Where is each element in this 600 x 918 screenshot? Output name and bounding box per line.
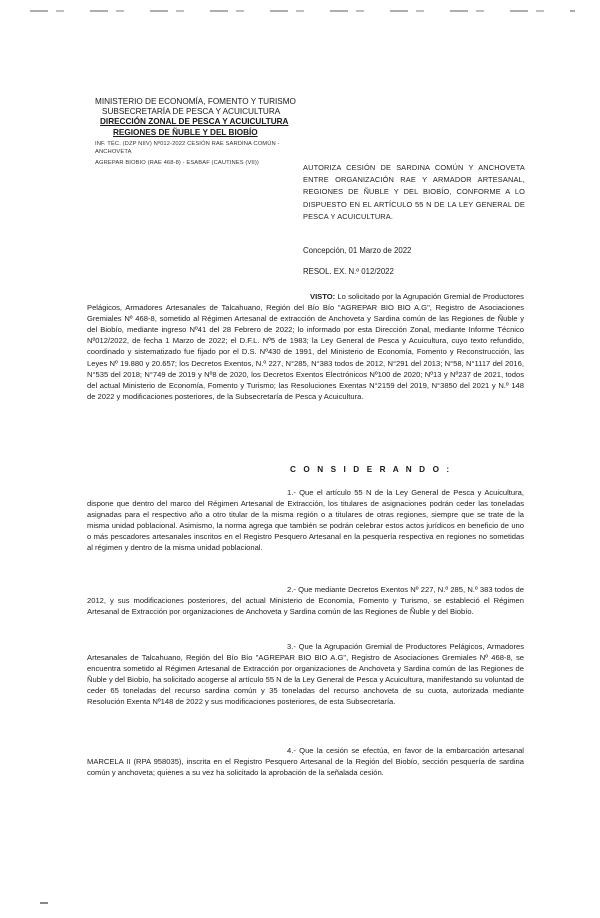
visto-text: Lo solicitado por la Agrupación Gremial de Productores Pelágicos, Armadores Artesanales de Talcahuano, Región del Bío Bío "AGREPAR BIO BIO A.G", Registro de Asociaciones Gremiales Nº 468-8, sometido al Régimen Artesanal de extracción de Anchoveta y Sardina común de las Regiones de Ñuble y del Biobío, mediante ingreso Nº41 del 28 Febrero de 2022; lo informado por esta Dirección Zonal, mediante Informe Técnico Nº012/2022, de fecha 1 Marzo de 2022; el D.F.L. Nº5 de 1983; la Ley General de Pesca y Acuicultura, cuyo texto refundido, coordinado y sistematizado fue fijado por el D.S. Nº430 de 1991, del Ministerio de Economía, Fomento y Reconstrucción, las Leyes Nº 19.880 y 20.657; los Decretos Exentos, N.º 227, N°285, N°383 todos de 2012, N°291 del 2013; N°58, N°1117 del 2016, N°535 del 2018; N°749 de 2019 y Nº8 de 2020, los Decretos Exentos Electrónicos Nº100 de 2020; Nº13 y Nº237 de 2021, todos del actual Ministerio de Economía, Fomento y Turismo; las Resoluciones Exentas N°2159 del 2019, N°3850 del 2021 y N.º 148 de 2022 y modificaciones posteriores, de la Subsecretaría de Pesca y Acuicultura. bbox=[87, 292, 524, 401]
directorate-name: DIRECCIÓN ZONAL DE PESCA Y ACUICULTURA bbox=[100, 117, 289, 127]
paragraph-1-text: 1.- Que el artículo 55 N de la Ley General de Pesca y Acuicultura, dispone que dentro del marco del Régimen Artesanal de Extracción, los titulares de asignaciones podrán ceder las toneladas asignadas para el respectivo año a otro titular de la misma región o a titulares de otras regiones, siempre que se trate de la misma unidad poblacional. Asimismo, la norma agrega que también se podrán celebrar estos actos jurídicos en beneficio de uno o más pescadores artesanales inscritos en el Registro Pesquero Artesanal en la pesquería respectiva en regiones no sometidas al régimen y dentro de la misma unidad poblacional. bbox=[87, 488, 524, 553]
paragraph-4-text: 4.- Que la cesión se efectúa, en favor de la embarcación artesanal MARCELA II (RPA 958035), inscrita en el Registro Pesquero Artesanal de la Región del Biobío, sección pesquería de sardina común y anchoveta; quienes a su vez ha solicitado la aprobación de la señalada cesión. bbox=[87, 746, 524, 778]
ministry-name: MINISTERIO DE ECONOMÍA, FOMENTO Y TURISMO bbox=[95, 97, 296, 106]
considerando-paragraph-3 bbox=[87, 641, 524, 708]
considerando-paragraph-2 bbox=[87, 584, 524, 617]
place-date: Concepción, 01 Marzo de 2022 bbox=[303, 246, 412, 255]
reference-line-2: AGREPAR BIOBIO (RAE 468-8) - ESABAF (CAUTINES (VII)) bbox=[95, 159, 259, 166]
resolution-title: AUTORIZA CESIÓN DE SARDINA COMÚN Y ANCHOVETA ENTRE ORGANIZACIÓN RAE Y ARMADOR ARTESANAL, REGIONES DE ÑUBLE Y DEL BIOBÍO, CONFORME A LO DISPUESTO EN EL ARTÍCULO 55 N DE LA LEY GENERAL DE PESCA Y ACUICULTURA. bbox=[303, 163, 525, 221]
scan-artifact bbox=[30, 10, 575, 12]
scan-footer-mark bbox=[40, 902, 48, 904]
visto-label: VISTO: bbox=[310, 292, 336, 301]
resolution-number: RESOL. EX. N.º 012/2022 bbox=[303, 267, 394, 276]
considerando-paragraph-1 bbox=[87, 487, 524, 554]
letterhead bbox=[95, 97, 295, 167]
paragraph-2-text: 2.- Que mediante Decretos Exentos Nº 227, N.º 285, N.º 383 todos de 2012, y sus modificaciones posteriores, del actual Ministerio de Economía, Fomento y Turismo, se estableció el Régimen Artesanal de Extracción por organizaciones de Anchoveta y Sardina común de las Regiones de Ñuble y del Biobío. bbox=[87, 585, 524, 617]
paragraph-3-text: 3.- Que la Agrupación Gremial de Productores Pelágicos, Armadores Artesanales de Talcahuano, Región del Bío Bío "AGREPAR BIO BIO A.G", Registro de Asociaciones Gremiales Nº 468-8, se encuentra sometido al Régimen Artesanal de Extracción por organizaciones de Anchoveta y Sardina común de las Regiones de Ñuble y del Biobío, ha solicitado acogerse al artículo 55 N de la Ley General de Pesca y Acuicultura, manifestando su voluntad de ceder 65 toneladas del recurso sardina común y 35 toneladas del recurso anchoveta de su cuota, autorizada mediante Resolución Exenta Nº148 de 2022 y sus modificaciones posteriores, de esta Subsecretaría. bbox=[87, 642, 524, 707]
considerando-heading: C O N S I D E R A N D O : bbox=[290, 465, 452, 474]
considerando-paragraph-4 bbox=[87, 745, 524, 778]
reference-line-1: INF. TÉC. (DZP NIIV) Nº012-2022 CESIÓN RAE SARDINA COMÚN - ANCHOVETA bbox=[95, 140, 280, 155]
visto-paragraph bbox=[87, 291, 524, 402]
subsecretariat-name: SUBSECRETARÍA DE PESCA Y ACUICULTURA bbox=[102, 107, 281, 117]
regions-name: REGIONES DE ÑUBLE Y DEL BIOBÍO bbox=[113, 127, 258, 137]
